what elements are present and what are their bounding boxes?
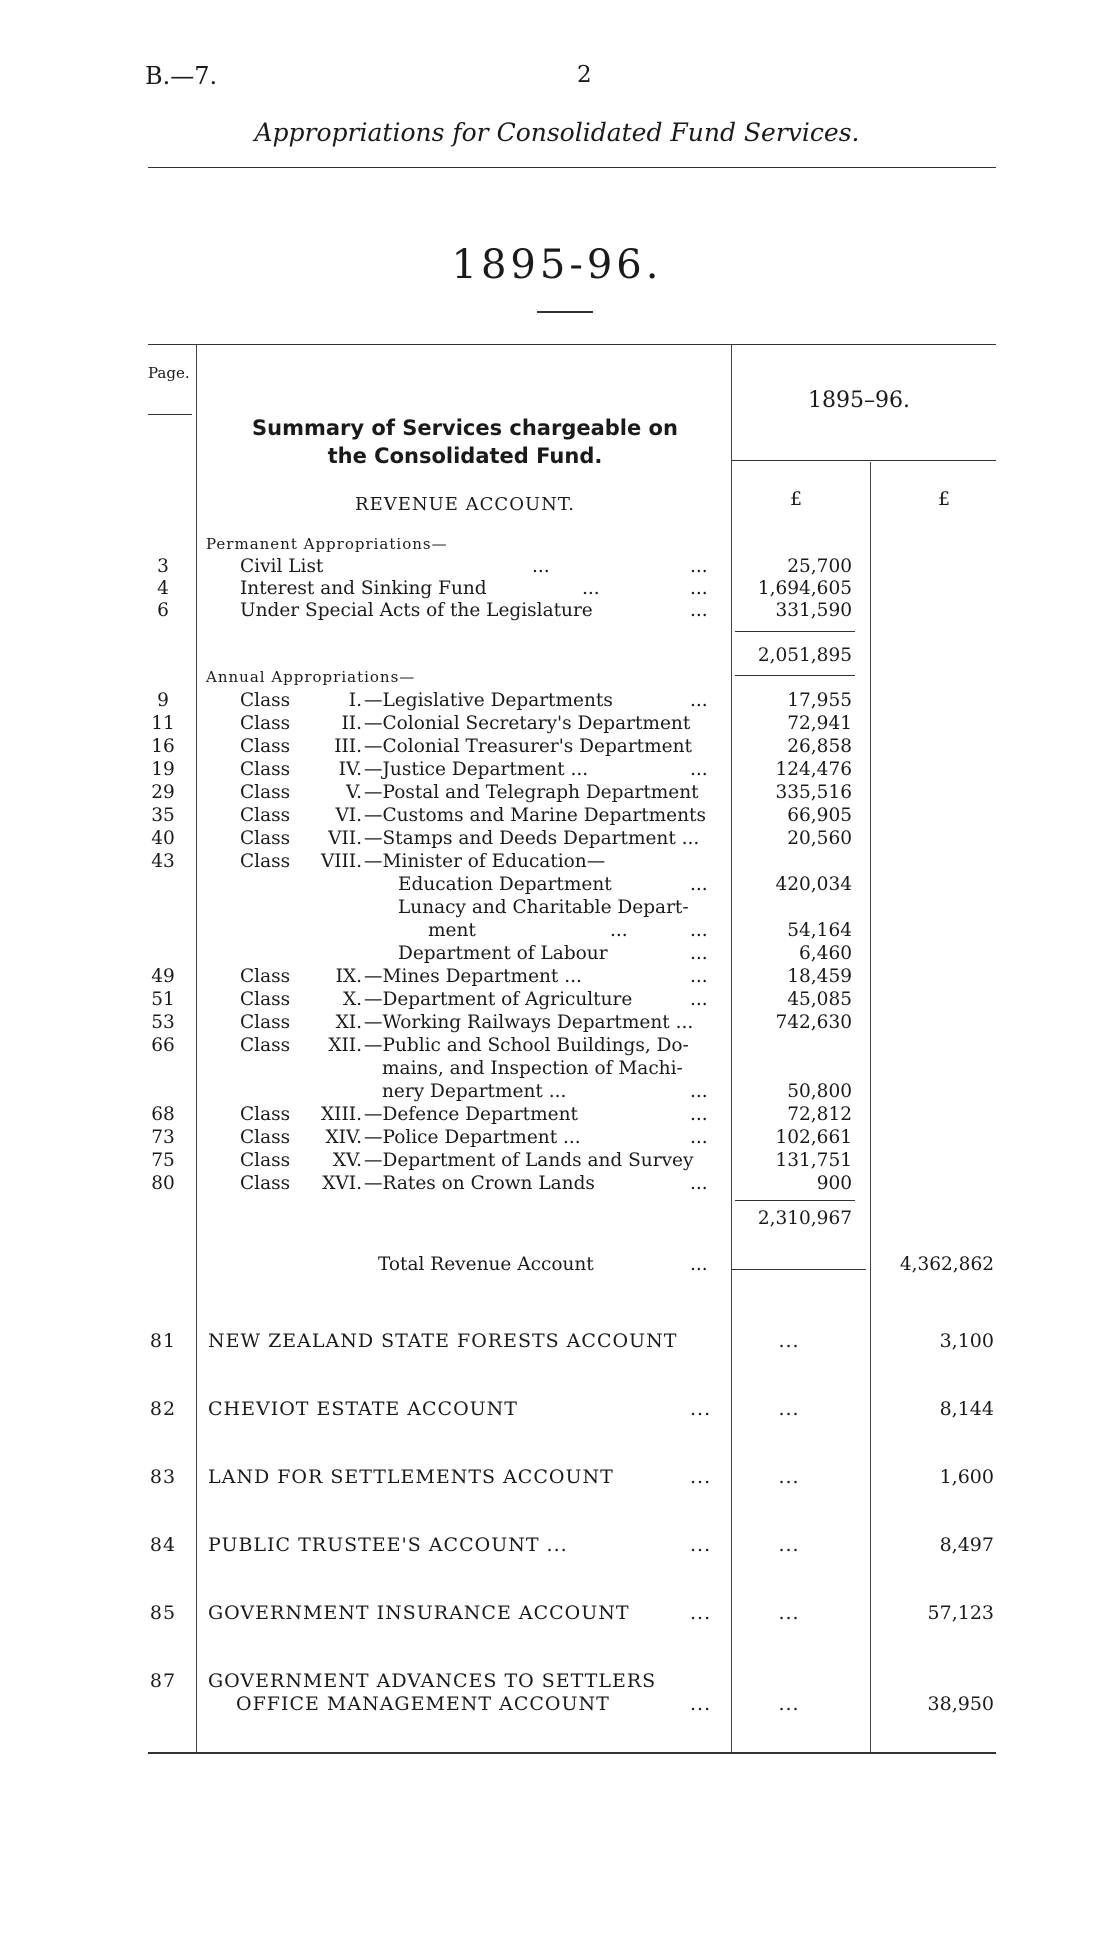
row-page: 53 xyxy=(151,1012,175,1033)
total-amount: 4,362,862 xyxy=(899,1254,994,1275)
leader-dots: ... xyxy=(610,920,628,941)
row-label: Under Special Acts of the Legislature xyxy=(240,600,593,621)
subtotal-rule xyxy=(735,675,855,676)
row-label: Civil List xyxy=(240,556,324,577)
row-label: —Mines Department ... xyxy=(364,966,582,987)
class-label: Class xyxy=(240,989,291,1010)
row-page: 83 xyxy=(149,1466,177,1488)
row-label: nery Department ... xyxy=(382,1081,567,1102)
row-amount: 6,460 xyxy=(799,943,852,964)
class-number: XI. xyxy=(335,1012,362,1033)
leader-dots: ... xyxy=(690,690,708,711)
row-label: —Customs and Marine Departments xyxy=(364,805,706,826)
account-amount: 8,497 xyxy=(939,1534,994,1556)
table-row xyxy=(0,1150,1114,1173)
row-label: —Minister of Education— xyxy=(364,851,606,872)
class-label: Class xyxy=(240,805,291,826)
row-amount: ... xyxy=(778,1466,800,1488)
class-number: XV. xyxy=(332,1150,362,1171)
class-number: VII. xyxy=(328,828,362,849)
leader-dots: ... xyxy=(690,1602,712,1624)
class-label: Class xyxy=(240,851,291,872)
row-amount: ... xyxy=(778,1534,800,1556)
row-amount: 335,516 xyxy=(775,782,852,803)
row-page: 6 xyxy=(157,600,169,621)
row-amount: 66,905 xyxy=(787,805,852,826)
leader-dots: ... xyxy=(690,578,708,599)
subtotal-row xyxy=(0,645,1114,668)
class-label: Class xyxy=(240,828,291,849)
table-row xyxy=(0,690,1114,713)
row-label: —Department of Agriculture xyxy=(364,989,633,1010)
row-page: 35 xyxy=(151,805,175,826)
table-row xyxy=(0,736,1114,759)
account-amount: 3,100 xyxy=(939,1330,994,1352)
year-column-header: 1895–96. xyxy=(808,388,910,413)
row-label: —Stamps and Deeds Department ... xyxy=(364,828,700,849)
row-amount: ... xyxy=(778,1398,800,1420)
leader-dots: ... xyxy=(532,556,550,577)
leader-dots: ... xyxy=(690,943,708,964)
class-number: VI. xyxy=(335,805,362,826)
subtotal-rule xyxy=(735,631,855,632)
leader-dots: ... xyxy=(690,556,708,577)
account-amount: 38,950 xyxy=(927,1693,994,1715)
table-row xyxy=(0,1035,1114,1058)
subtotal-row xyxy=(0,1208,1114,1231)
row-label: Lunacy and Charitable Depart- xyxy=(398,897,689,918)
page-column-label: Page. xyxy=(148,364,190,382)
row-page: 82 xyxy=(149,1398,177,1420)
leader-dots: ... xyxy=(690,1081,708,1102)
row-page: 11 xyxy=(151,713,175,734)
row-amount: 72,812 xyxy=(787,1104,852,1125)
row-amount: 45,085 xyxy=(787,989,852,1010)
row-label: —Colonial Treasurer's Department xyxy=(364,736,692,757)
summary-title-line1: Summary of Services chargeable on xyxy=(252,416,678,440)
row-page: 87 xyxy=(149,1670,177,1692)
row-amount: 420,034 xyxy=(775,874,852,895)
row-amount: ... xyxy=(778,1602,800,1624)
leader-dots: ... xyxy=(690,874,708,895)
row-amount: 72,941 xyxy=(787,713,852,734)
row-page: 84 xyxy=(149,1534,177,1556)
row-label: —Postal and Telegraph Department xyxy=(364,782,699,803)
total-label: Total Revenue Account xyxy=(378,1254,594,1275)
row-label: —Rates on Crown Lands xyxy=(364,1173,595,1194)
row-page: 66 xyxy=(151,1035,175,1056)
row-label: —Public and School Buildings, Do- xyxy=(364,1035,689,1056)
class-number: V. xyxy=(345,782,362,803)
table-row xyxy=(0,920,1114,943)
row-label: ment xyxy=(428,920,476,941)
table-row xyxy=(0,713,1114,736)
annual-subtotal: 2,310,967 xyxy=(757,1208,852,1229)
table-row xyxy=(0,556,1114,579)
title-underline xyxy=(537,311,593,313)
summary-title-line2: the Consolidated Fund. xyxy=(327,444,603,468)
row-label: —Defence Department xyxy=(364,1104,578,1125)
leader-dots: ... xyxy=(690,1693,712,1715)
row-label: —Colonial Secretary's Department xyxy=(364,713,691,734)
revenue-account-heading: REVENUE ACCOUNT. xyxy=(355,494,575,515)
total-row xyxy=(0,1254,1114,1277)
row-amount: 20,560 xyxy=(787,828,852,849)
class-number: VIII. xyxy=(320,851,362,872)
table-row xyxy=(0,851,1114,874)
class-number: IX. xyxy=(335,966,362,987)
class-label: Class xyxy=(240,690,291,711)
row-page: 19 xyxy=(151,759,175,780)
permanent-subtotal: 2,051,895 xyxy=(757,645,852,666)
table-row xyxy=(0,1012,1114,1035)
class-label: Class xyxy=(240,1150,291,1171)
row-label: Department of Labour xyxy=(398,943,608,964)
row-page: 16 xyxy=(151,736,175,757)
class-number: III. xyxy=(334,736,362,757)
currency-symbol: £ xyxy=(790,488,803,510)
currency-symbol: £ xyxy=(938,488,951,510)
account-name: GOVERNMENT INSURANCE ACCOUNT xyxy=(208,1602,630,1624)
page-number: 2 xyxy=(577,62,592,88)
table-row xyxy=(0,874,1114,897)
table-row xyxy=(0,943,1114,966)
account-name: NEW ZEALAND STATE FORESTS ACCOUNT xyxy=(208,1330,678,1352)
table-row xyxy=(0,966,1114,989)
summary-title xyxy=(195,414,735,470)
account-name: LAND FOR SETTLEMENTS ACCOUNT xyxy=(208,1466,614,1488)
leader-dots: ... xyxy=(690,989,708,1010)
row-label: Interest and Sinking Fund xyxy=(240,578,487,599)
class-number: II. xyxy=(341,713,362,734)
account-name: GOVERNMENT ADVANCES TO SETTLERS xyxy=(208,1670,657,1692)
year-title: 1895-96. xyxy=(451,242,663,288)
row-label: —Justice Department ... xyxy=(364,759,589,780)
class-label: Class xyxy=(240,1012,291,1033)
account-amount: 8,144 xyxy=(939,1398,994,1420)
class-label: Class xyxy=(240,1127,291,1148)
table-row xyxy=(0,1173,1114,1196)
row-page: 85 xyxy=(149,1602,177,1624)
table-row xyxy=(0,1081,1114,1104)
row-label: Education Department xyxy=(398,874,612,895)
leader-dots: ... xyxy=(690,1466,712,1488)
row-page: 4 xyxy=(157,578,169,599)
class-label: Class xyxy=(240,759,291,780)
class-number: I. xyxy=(348,690,362,711)
class-number: IV. xyxy=(338,759,362,780)
class-number: XVI. xyxy=(322,1173,362,1194)
row-page: 75 xyxy=(151,1150,175,1171)
leader-dots: ... xyxy=(690,600,708,621)
row-amount: 1,694,605 xyxy=(757,578,852,599)
row-label: —Police Department ... xyxy=(364,1127,581,1148)
account-name: OFFICE MANAGEMENT ACCOUNT xyxy=(236,1693,610,1715)
table-row xyxy=(0,1104,1114,1127)
row-amount: 18,459 xyxy=(787,966,852,987)
document-subtitle: Appropriations for Consolidated Fund Services. xyxy=(254,118,860,147)
row-amount: 54,164 xyxy=(787,920,852,941)
page-header-rule xyxy=(148,414,192,415)
row-page: 29 xyxy=(151,782,175,803)
document-reference: B.—7. xyxy=(145,62,218,90)
class-number: X. xyxy=(342,989,362,1010)
class-number: XIII. xyxy=(321,1104,362,1125)
table-row xyxy=(0,1127,1114,1150)
row-page: 3 xyxy=(157,556,169,577)
row-label: —Department of Lands and Survey xyxy=(364,1150,694,1171)
row-page: 68 xyxy=(151,1104,175,1125)
leader-dots: ... xyxy=(690,1173,708,1194)
table-row xyxy=(0,828,1114,851)
account-amount: 57,123 xyxy=(927,1602,994,1624)
row-amount: 900 xyxy=(816,1173,852,1194)
account-amount: 1,600 xyxy=(939,1466,994,1488)
leader-dots: ... xyxy=(690,759,708,780)
row-amount: ... xyxy=(778,1693,800,1715)
table-top-rule xyxy=(148,344,996,345)
table-row xyxy=(0,578,1114,601)
class-label: Class xyxy=(240,966,291,987)
row-amount: ... xyxy=(778,1330,800,1352)
row-page: 51 xyxy=(151,989,175,1010)
annual-appropriations-heading: Annual Appropriations— xyxy=(206,668,416,686)
class-label: Class xyxy=(240,713,291,734)
header-rule xyxy=(148,167,996,168)
leader-dots: ... xyxy=(690,1398,712,1420)
leader-dots: ... xyxy=(690,1104,708,1125)
row-page: 73 xyxy=(151,1127,175,1148)
total-rule xyxy=(731,1269,866,1270)
row-amount: 17,955 xyxy=(787,690,852,711)
row-amount: 331,590 xyxy=(775,600,852,621)
row-amount: 102,661 xyxy=(775,1127,852,1148)
leader-dots: ... xyxy=(690,1254,708,1275)
row-page: 9 xyxy=(157,690,169,711)
class-label: Class xyxy=(240,782,291,803)
leader-dots: ... xyxy=(690,966,708,987)
class-number: XIV. xyxy=(325,1127,362,1148)
class-label: Class xyxy=(240,1035,291,1056)
leader-dots: ... xyxy=(582,578,600,599)
row-label: —Legislative Departments xyxy=(364,690,613,711)
table-row xyxy=(0,897,1114,920)
table-row xyxy=(0,782,1114,805)
row-label: —Working Railways Department ... xyxy=(364,1012,694,1033)
row-page: 40 xyxy=(151,828,175,849)
row-label: mains, and Inspection of Machi- xyxy=(382,1058,683,1079)
table-row xyxy=(0,1058,1114,1081)
table-row xyxy=(0,759,1114,782)
row-amount: 131,751 xyxy=(775,1150,852,1171)
account-name: CHEVIOT ESTATE ACCOUNT xyxy=(208,1398,518,1420)
row-amount: 50,800 xyxy=(787,1081,852,1102)
table-row xyxy=(0,600,1114,623)
class-label: Class xyxy=(240,736,291,757)
leader-dots: ... xyxy=(690,1127,708,1148)
class-label: Class xyxy=(240,1173,291,1194)
table-bottom-rule xyxy=(148,1752,996,1754)
row-amount: 742,630 xyxy=(775,1012,852,1033)
row-amount: 124,476 xyxy=(775,759,852,780)
leader-dots: ... xyxy=(690,1534,712,1556)
permanent-appropriations-heading: Permanent Appropriations— xyxy=(206,535,448,553)
row-page: 80 xyxy=(151,1173,175,1194)
row-amount: 26,858 xyxy=(787,736,852,757)
row-page: 43 xyxy=(151,851,175,872)
class-label: Class xyxy=(240,1104,291,1125)
class-number: XII. xyxy=(328,1035,362,1056)
table-row xyxy=(0,805,1114,828)
row-page: 49 xyxy=(151,966,175,987)
table-row xyxy=(0,989,1114,1012)
subtotal-rule xyxy=(735,1200,855,1201)
row-page: 81 xyxy=(149,1330,177,1352)
year-header-rule xyxy=(731,460,996,461)
account-name: PUBLIC TRUSTEE'S ACCOUNT ... xyxy=(208,1534,568,1556)
leader-dots: ... xyxy=(690,920,708,941)
row-amount: 25,700 xyxy=(787,556,852,577)
